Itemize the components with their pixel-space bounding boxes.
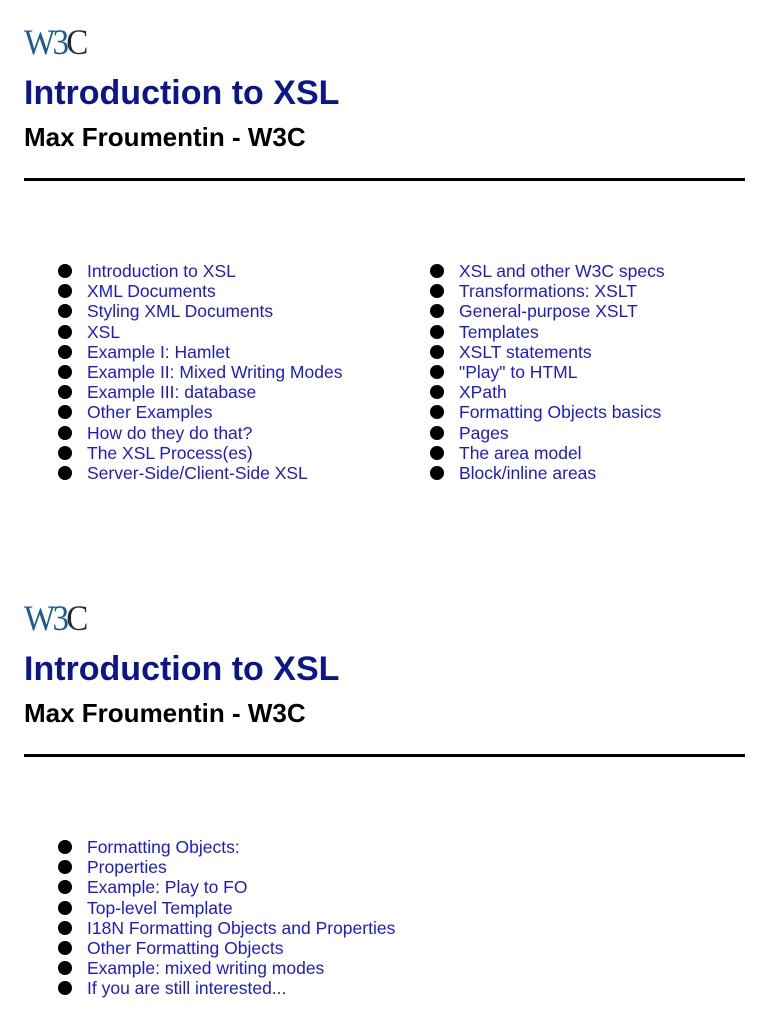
toc-link[interactable]: Properties (87, 857, 167, 878)
toc-item (58, 918, 398, 938)
toc-link[interactable]: Example II: Mixed Writing Modes (87, 362, 343, 383)
toc-link[interactable]: Example: Play to FO (87, 877, 248, 898)
toc-item (430, 443, 750, 463)
horizontal-rule (24, 754, 745, 757)
toc-item (58, 958, 398, 978)
toc-item (430, 423, 750, 443)
toc-item (58, 898, 398, 918)
toc-link[interactable]: XML Documents (87, 281, 216, 302)
toc-link[interactable]: Pages (459, 422, 509, 443)
page-subtitle: Max Froumentin - W3C (24, 698, 306, 728)
toc-item (58, 402, 398, 422)
toc-link[interactable]: The XSL Process(es) (87, 442, 253, 463)
toc-link[interactable]: Block/inline areas (459, 463, 597, 484)
w3c-logo-c: C (66, 22, 86, 62)
toc-item (58, 857, 398, 877)
toc-item (430, 362, 750, 382)
toc-list-left (58, 261, 398, 483)
toc-link[interactable]: Transformations: XSLT (459, 281, 637, 302)
toc-link[interactable]: Other Examples (87, 402, 213, 423)
toc-link[interactable]: XSLT statements (459, 341, 592, 362)
toc-item (58, 443, 398, 463)
toc-item (430, 463, 750, 483)
toc-list-right (430, 261, 750, 483)
toc-link[interactable]: Templates (459, 321, 539, 342)
horizontal-rule (24, 178, 745, 181)
toc-link[interactable]: "Play" to HTML (459, 362, 578, 383)
toc-link[interactable]: Example III: database (87, 382, 257, 403)
toc-link[interactable]: XPath (459, 382, 507, 403)
toc-item (430, 261, 750, 281)
toc-link[interactable]: Example: mixed writing modes (87, 958, 325, 979)
toc-link[interactable]: Top-level Template (87, 897, 233, 918)
toc-item (58, 301, 398, 321)
toc-item (430, 342, 750, 362)
toc-item (58, 978, 398, 998)
toc-link[interactable]: Other Formatting Objects (87, 938, 284, 959)
toc-link[interactable]: Introduction to XSL (87, 261, 236, 281)
toc-item (430, 382, 750, 402)
toc-link[interactable]: Formatting Objects: (87, 837, 240, 857)
w3c-logo[interactable] (24, 598, 86, 638)
toc-link[interactable]: How do they do that? (87, 422, 253, 443)
toc-item (58, 362, 398, 382)
toc-link[interactable]: Example I: Hamlet (87, 341, 230, 362)
toc-item (58, 877, 398, 897)
toc-link[interactable]: If you are still interested... (87, 978, 287, 999)
toc-item (58, 261, 398, 281)
toc-link[interactable]: I18N Formatting Objects and Properties (87, 917, 396, 938)
w3c-logo[interactable] (24, 22, 86, 62)
page-title: Introduction to XSL (24, 650, 340, 688)
toc-link[interactable]: XSL and other W3C specs (459, 261, 665, 281)
toc-item (58, 382, 398, 402)
toc-link[interactable]: General-purpose XSLT (459, 301, 638, 322)
toc-link[interactable]: XSL (87, 321, 121, 342)
toc-link[interactable]: The area model (459, 442, 582, 463)
toc-link[interactable]: Formatting Objects basics (459, 402, 662, 423)
toc-item (58, 342, 398, 362)
toc-item (430, 281, 750, 301)
toc-item (430, 301, 750, 321)
toc-link[interactable]: Styling XML Documents (87, 301, 274, 322)
w3c-logo-c: C (66, 598, 86, 638)
toc-link[interactable]: Server-Side/Client-Side XSL (87, 463, 308, 484)
page-subtitle: Max Froumentin - W3C (24, 122, 306, 152)
toc-item (430, 322, 750, 342)
toc-item (58, 463, 398, 483)
page-title: Introduction to XSL (24, 74, 340, 112)
w3c-logo-text: W3 (24, 22, 67, 62)
toc-list-left (58, 837, 398, 999)
toc-item (58, 938, 398, 958)
toc-item (58, 322, 398, 342)
toc-item (58, 837, 398, 857)
toc-item (58, 423, 398, 443)
w3c-logo-text: W3 (24, 598, 67, 638)
toc-item (430, 402, 750, 422)
toc-item (58, 281, 398, 301)
